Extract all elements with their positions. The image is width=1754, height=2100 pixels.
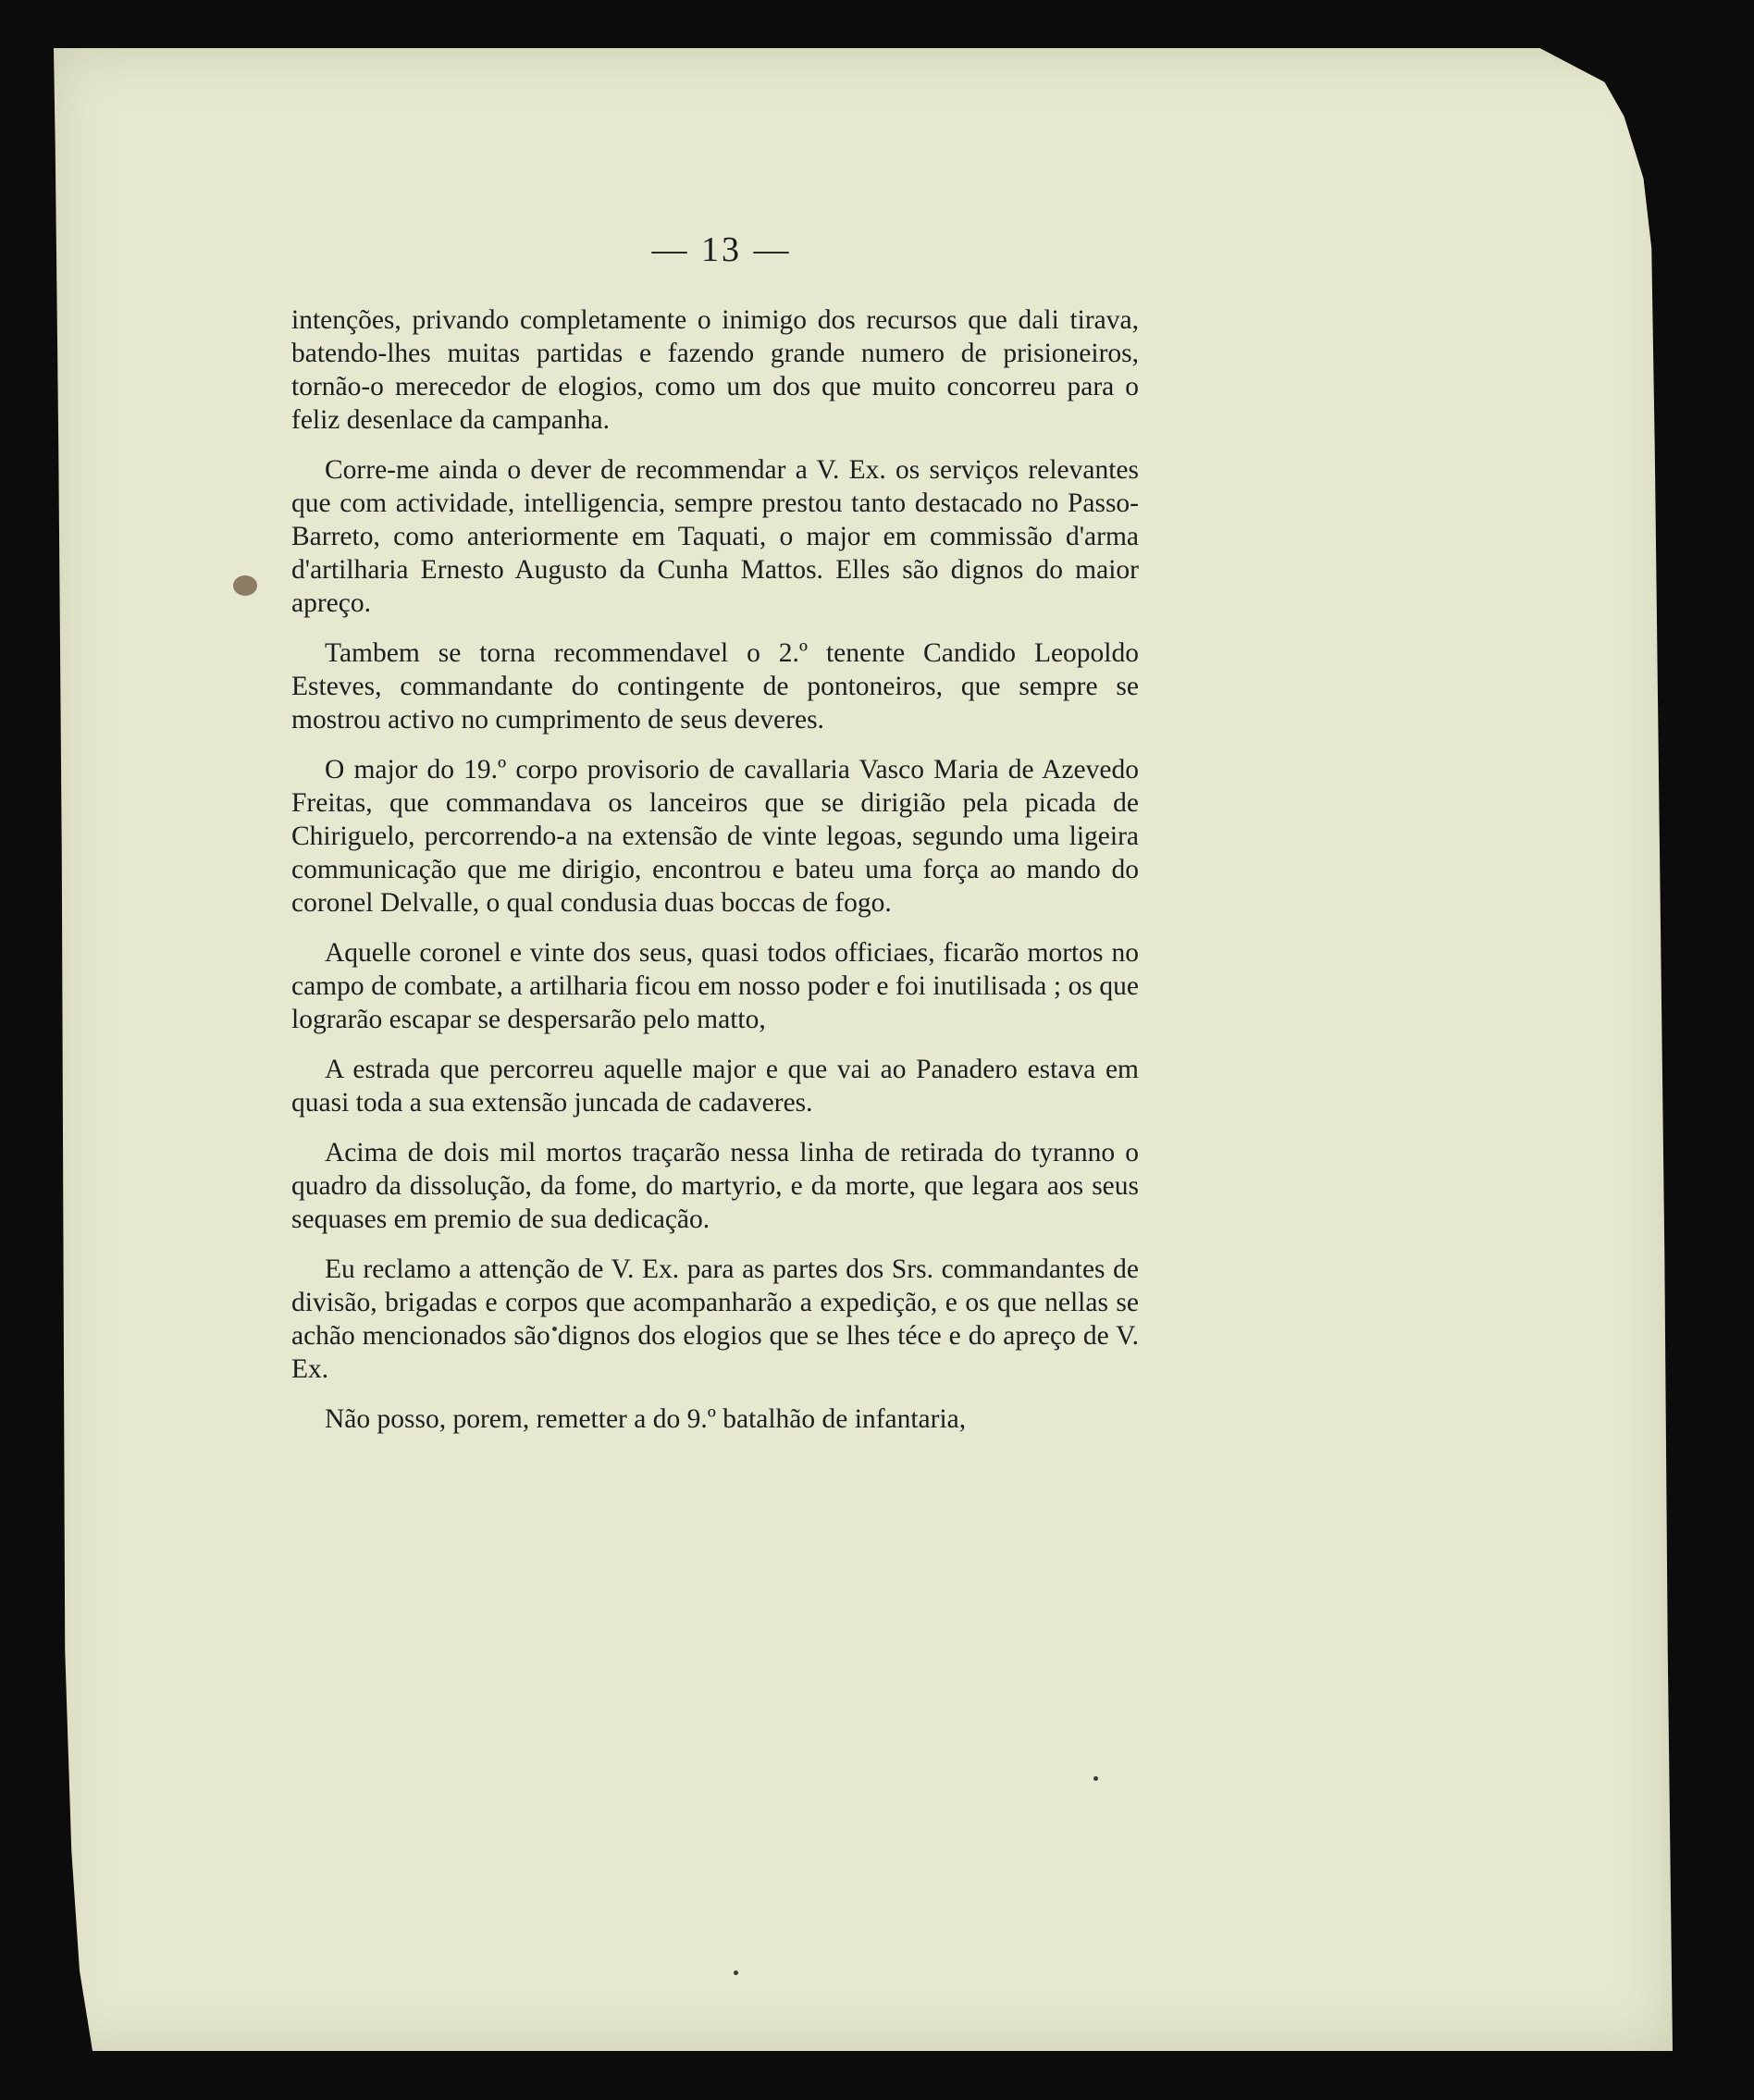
ink-stain (233, 575, 257, 596)
paper-speck (1093, 1776, 1098, 1781)
paragraph: Não posso, porem, remetter a do 9.º batalhão de infantaria, (325, 1404, 967, 1434)
paragraph: Aquelle coronel e vinte dos seus, quasi todos officiaes, ficarão mortos no campo de combate, a artilharia ficou em nosso poder e foi inutilisada ; os que lograrão escapar se despersarão pelo matto, (291, 938, 1139, 1034)
paragraph: O major do 19.º corpo provisorio de cavallaria Vasco Maria de Azevedo Freitas, que commandava os lanceiros que se dirigião pela picada de Chiriguelo, percorrendo-a na extensão de vinte legoas, segundo uma ligeira communicação que me dirigio, encontrou e bateu uma força ao mando do coronel Delvalle, o qual condusia duas boccas de fogo. (291, 755, 1139, 918)
paragraph: Tambem se torna recommendavel o 2.º tenente Candido Leopoldo Esteves, commandante do contingente de pontoneiros, que sempre se mostrou activo no cumprimento de seus deveres. (291, 638, 1139, 735)
paragraph: Acima de dois mil mortos traçarão nessa linha de retirada do tyranno o quadro da dissolução, da fome, do martyrio, e da morte, que legara aos seus sequases em premio de sua dedicação. (291, 1138, 1139, 1234)
body-text (291, 303, 1139, 1452)
paragraph: A estrada que percorreu aquelle major e que vai ao Panadero estava em quasi toda a sua extensão juncada de cadaveres. (291, 1055, 1139, 1118)
paragraph: Corre-me ainda o dever de recommendar a V. Ex. os serviços relevantes que com actividade, intelligencia, sempre prestou tanto destacado no Passo-Barreto, como anteriormente em Taquati, o major em commissão d'arma d'artilharia Ernesto Augusto da Cunha Mattos. Elles são dignos do maior apreço. (291, 455, 1139, 618)
paper-speck (734, 1970, 738, 1975)
paragraph: Eu reclamo a attenção de V. Ex. para as partes dos Srs. commandantes de divisão, brigadas e corpos que acompanharão a expedição, e os que nellas se achão mencionados são dignos dos elogios que se lhes téce e do apreço de V. Ex. (291, 1254, 1139, 1384)
page-number: — 13 — (651, 230, 792, 269)
paragraph: intenções, privando completamente o inimigo dos recursos que dali tirava, batendo-lhes muitas partidas e fazendo grande numero de prisioneiros, tornão-o merecedor de elogios, como um dos que muito concorreu para o feliz desenlace da campanha. (291, 305, 1139, 435)
